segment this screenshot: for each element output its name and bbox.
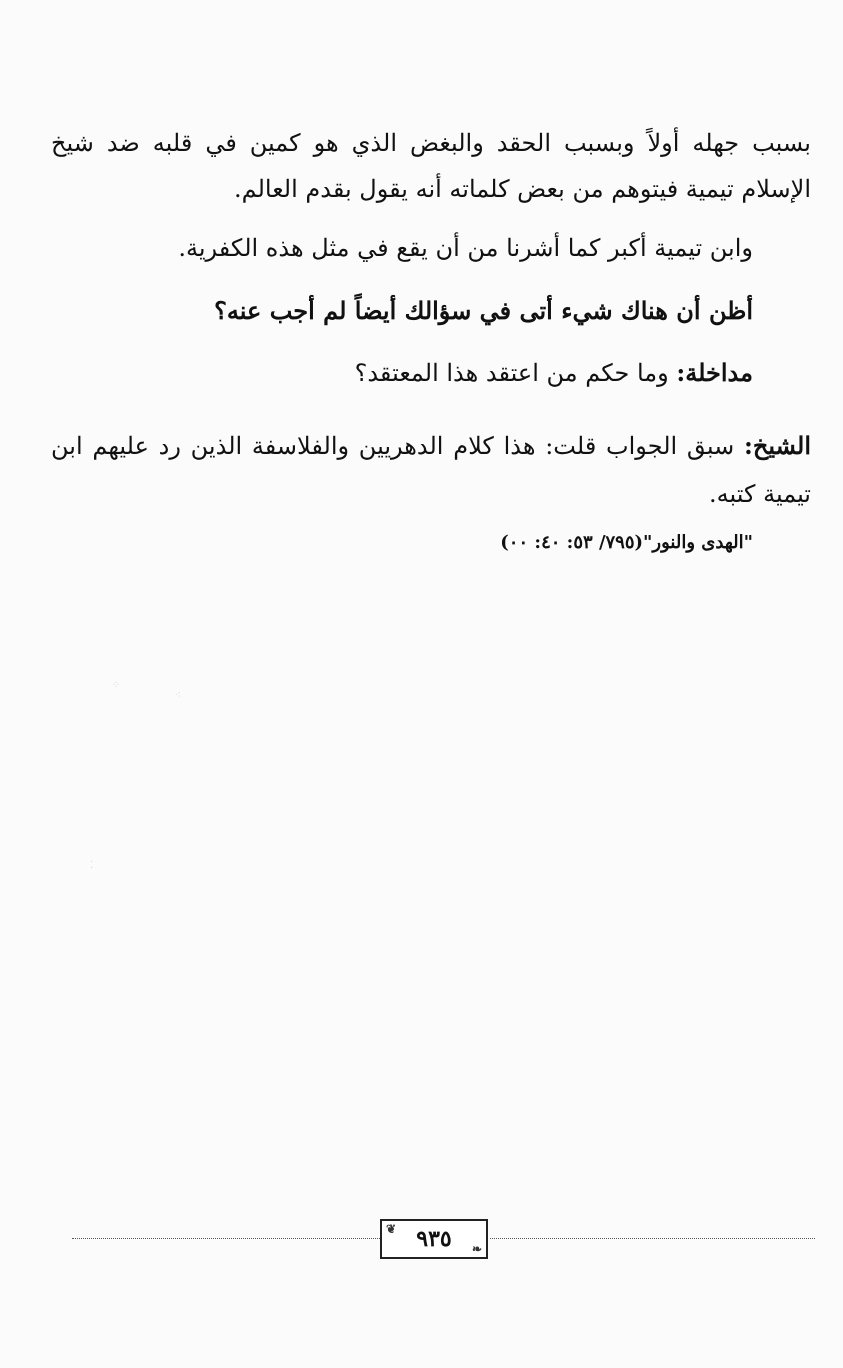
paragraph-interjection (355, 358, 753, 387)
scan-speck: ⁘ (112, 680, 121, 691)
ornament-icon: ❧ (471, 1242, 482, 1256)
paragraph-sheikh-answer (51, 422, 811, 518)
interjection-label: مداخلة: (676, 358, 753, 387)
paragraph-opening: بسبب جهله أولاً وبسبب الحقد والبغض الذي هو كمين في قلبه ضد شيخ الإسلام تيمية فيتوهم من بعض كلماته أنه يقول بقدم العالم. (51, 129, 811, 203)
paragraph-ibn-taymiyyah: وابن تيمية أكبر كما أشرنا من أن يقع في مثل هذه الكفرية. (178, 234, 753, 262)
sheikh-text: سبق الجواب قلت: هذا كلام الدهريين والفلاسفة الذين رد عليهم ابن تيمية كتبه. (51, 432, 811, 508)
sheikh-label: الشيخ: (744, 431, 811, 460)
scan-speck: ⁖ (175, 690, 181, 701)
page-number: ٩٣٥ (416, 1226, 452, 1252)
footer-divider-left (72, 1238, 380, 1239)
scan-speck: ⁚ (90, 860, 94, 871)
page-number-frame (380, 1219, 488, 1259)
interjection-text: وما حكم من اعتقد هذا المعتقد؟ (354, 359, 677, 387)
source-citation: "الهدى والنور"(٧٩٥/ ٥٣: ٤٠: ٠٠) (500, 532, 753, 553)
ornament-icon: ❦ (386, 1222, 397, 1236)
footer-divider-right (490, 1238, 815, 1239)
paragraph-question-remaining: أظن أن هناك شيء أتى في سؤالك أيضاً لم أجب عنه؟ (214, 296, 753, 325)
